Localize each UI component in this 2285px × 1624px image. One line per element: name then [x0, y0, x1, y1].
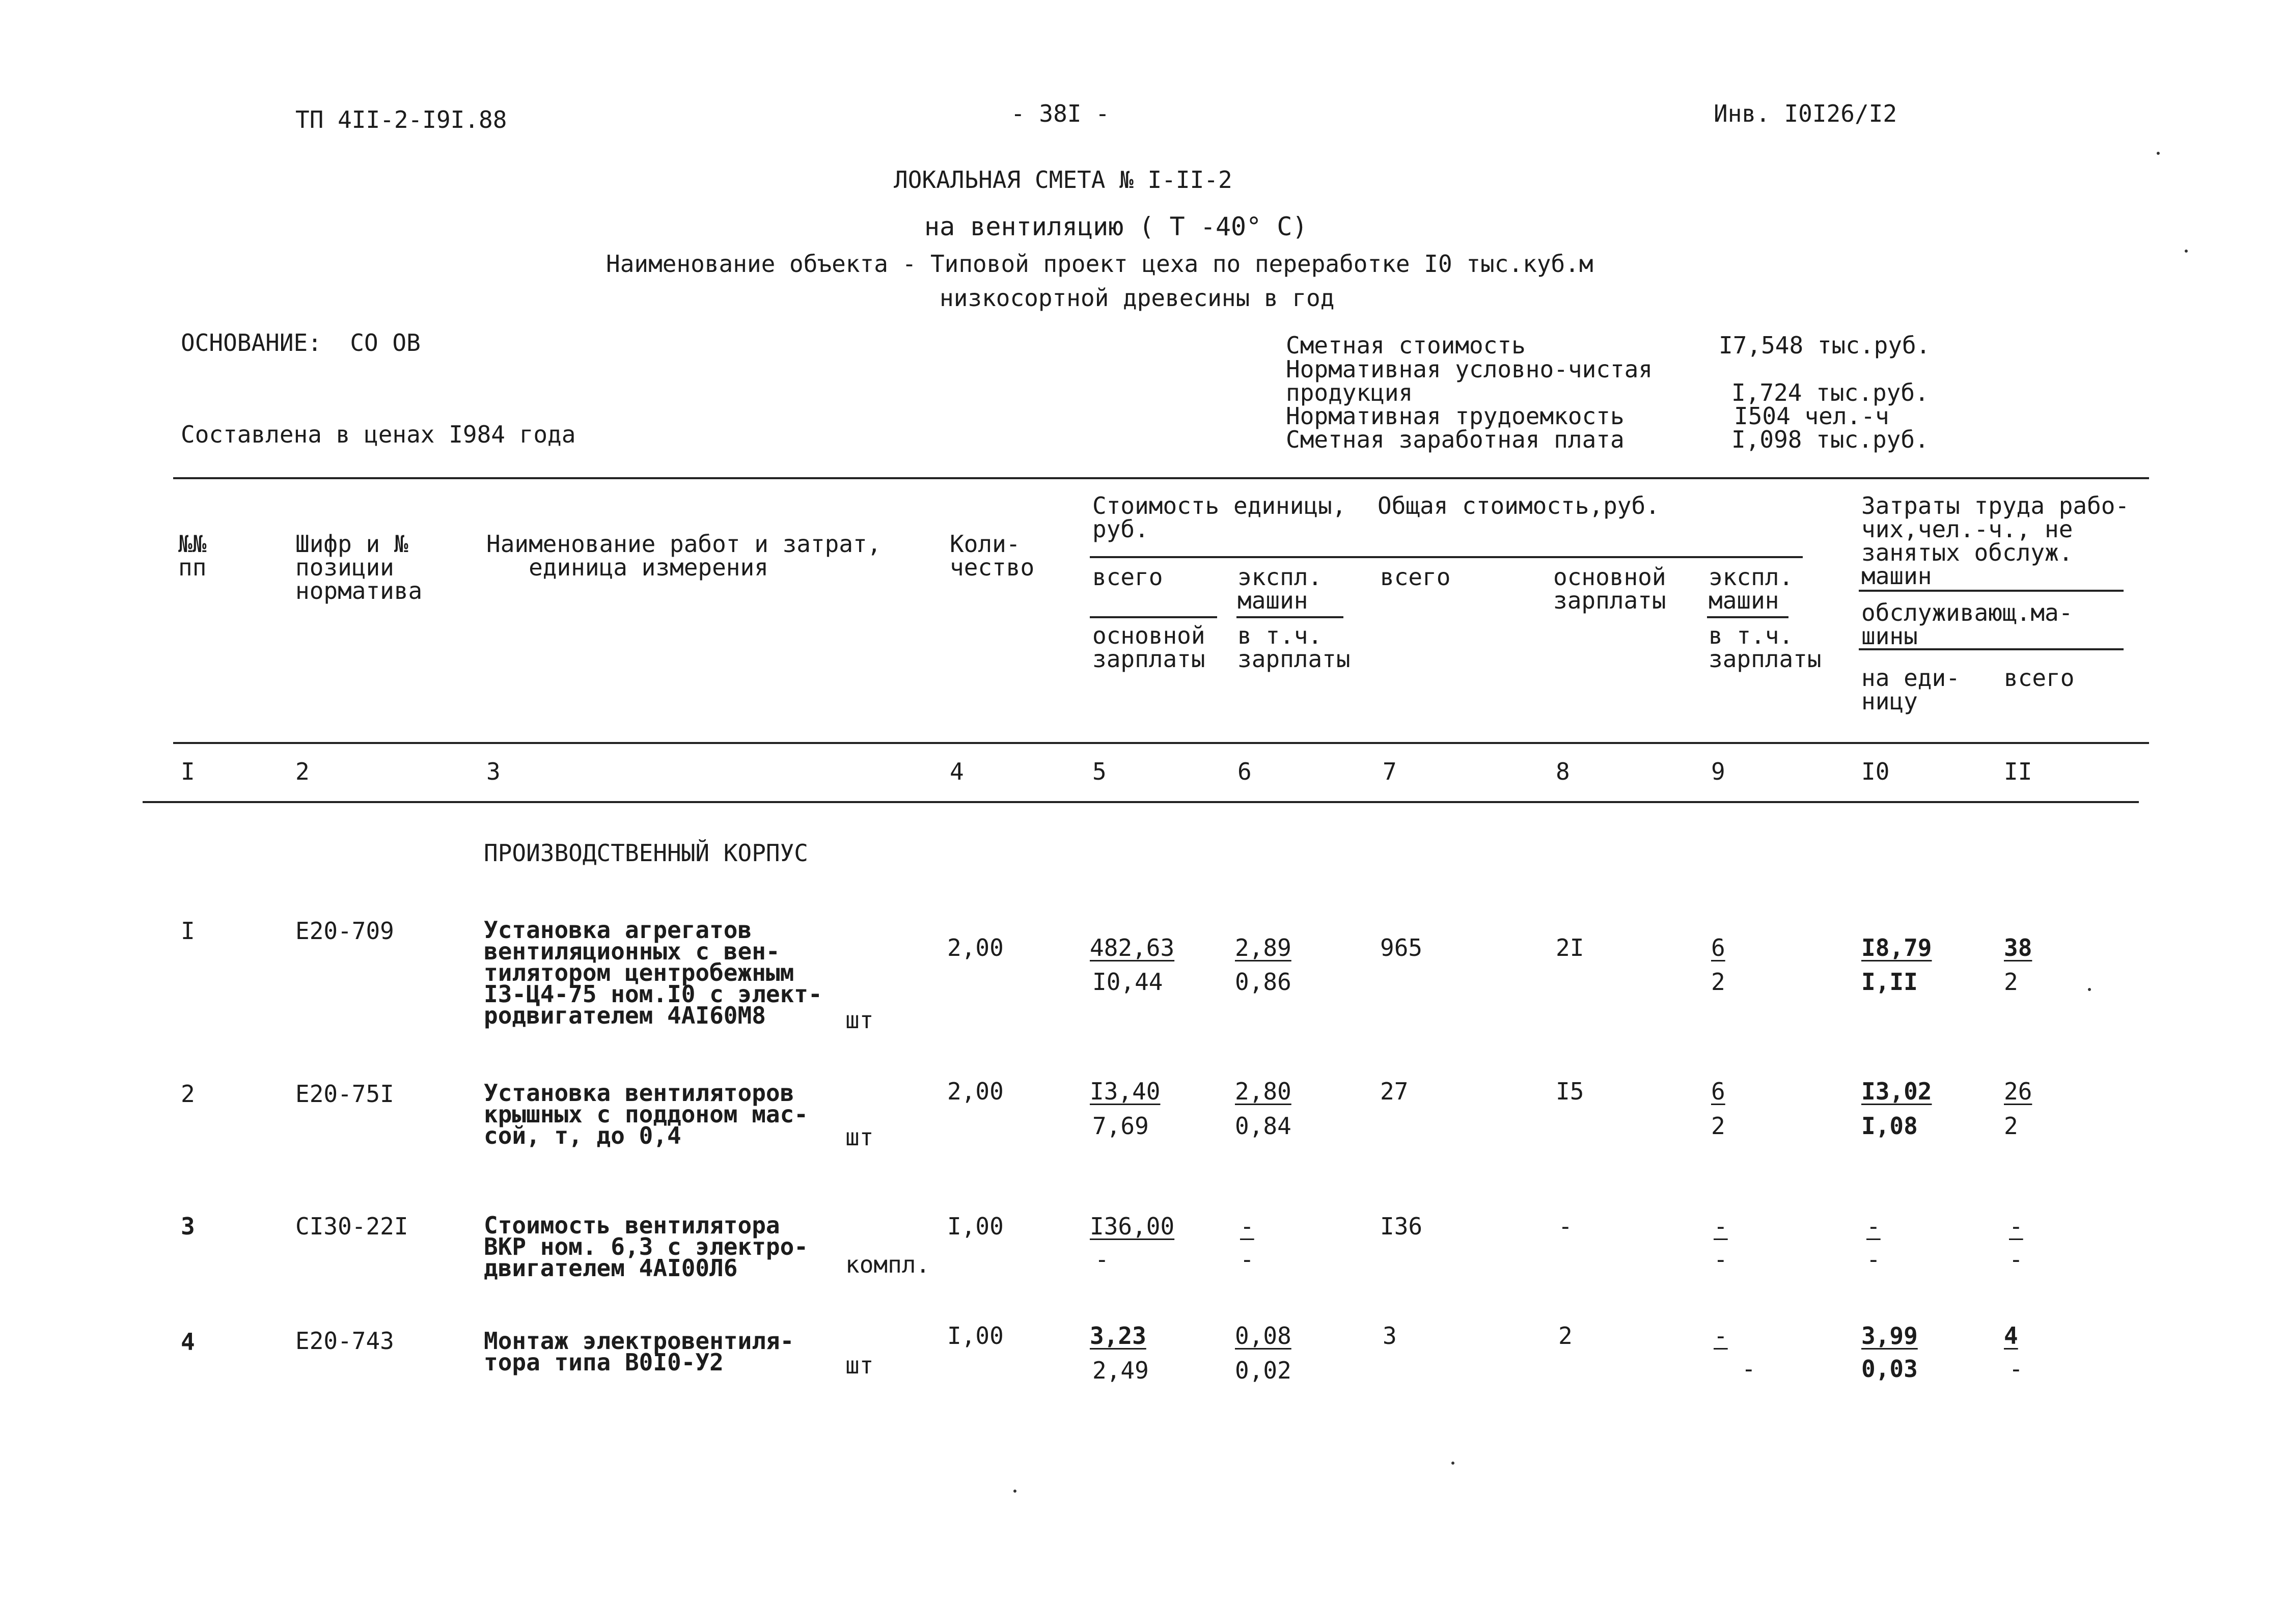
- total-machines-rule: [1707, 616, 1788, 618]
- row-3-number: 3: [181, 1213, 195, 1240]
- row-1-code: Е20-709: [295, 917, 394, 945]
- row-3-unit-total: I36,00: [1090, 1213, 1175, 1240]
- summary-value-net-output: I,724 тыс.руб.: [1731, 379, 1929, 406]
- row-3-total-machines-wage: -: [1714, 1246, 1728, 1273]
- row-4-unit-machines: 0,08: [1235, 1322, 1291, 1350]
- header-labor-service: обслуживающ.ма- шины: [1861, 599, 2073, 650]
- row-3-total: I36: [1380, 1213, 1423, 1240]
- header-code: Шифр и № позиции норматива: [295, 530, 423, 604]
- row-4-code: Е20-743: [295, 1327, 394, 1355]
- row-4-total-machines-wage: -: [1742, 1355, 1756, 1383]
- header-bottom-rule: [173, 742, 2149, 744]
- header-unit-total: всего: [1092, 563, 1163, 591]
- header-total-all: всего: [1380, 563, 1451, 591]
- summary-label-net-output: Нормативная условно-чистая: [1286, 355, 1653, 383]
- row-2-total-machines: 6: [1711, 1078, 1725, 1105]
- row-2-unit: шт: [845, 1123, 874, 1151]
- row-1-unit-machines: 2,89: [1235, 934, 1291, 961]
- row-2-unit-machines: 2,80: [1235, 1078, 1291, 1105]
- column-number-8: 8: [1556, 758, 1570, 785]
- row-4-unit-total: 3,23: [1090, 1322, 1146, 1350]
- row-2-unit-wage: 7,69: [1092, 1112, 1149, 1140]
- row-1-total-machines-wage: 2: [1711, 968, 1725, 996]
- summary-value-labor: I504 чел.-ч: [1734, 402, 1889, 430]
- machines-rule: [1236, 616, 1343, 618]
- row-3-total-wage: -: [1558, 1213, 1573, 1240]
- summary-value-estimated-cost: I7,548 тыс.руб.: [1719, 332, 1931, 359]
- header-unit-machines-wage: в т.ч. зарплаты: [1237, 622, 1351, 673]
- column-number-9: 9: [1711, 758, 1725, 785]
- row-3-labor-per-unit: -: [1866, 1213, 1881, 1240]
- header-total-machines: экспл. машин: [1709, 563, 1794, 614]
- row-1-total-machines: 6: [1711, 934, 1725, 961]
- row-1-labor-per-unit: I8,79: [1861, 934, 1932, 961]
- column-number-7: 7: [1383, 758, 1397, 785]
- scan-speck: [2157, 152, 2160, 155]
- header-total-wage: основной зарплаты: [1553, 563, 1666, 614]
- labor-rule-1: [1859, 590, 2124, 592]
- row-4-unit-machines-wage: 0,02: [1235, 1357, 1291, 1384]
- row-3-labor-total-service: -: [2009, 1246, 2023, 1273]
- scan-speck: [2088, 988, 2091, 991]
- column-number-10: I0: [1861, 758, 1890, 785]
- header-row-number: №№ пп: [178, 530, 207, 581]
- row-2-unit-machines-wage: 0,84: [1235, 1112, 1291, 1140]
- row-3-unit: компл.: [845, 1251, 930, 1278]
- unit-cost-rule: [1090, 556, 1803, 558]
- unit-total-rule: [1090, 616, 1217, 618]
- row-4-unit-wage: 2,49: [1092, 1357, 1149, 1384]
- header-unit-machines: экспл. машин: [1237, 563, 1323, 614]
- row-4-unit: шт: [845, 1352, 874, 1379]
- row-1-labor-per-unit-service: I,II: [1861, 968, 1918, 996]
- header-total-machines-wage: в т.ч. зарплаты: [1709, 622, 1822, 673]
- row-4-name: Монтаж электровентиля- тора типа В0I0-У2: [484, 1327, 794, 1376]
- row-4-total-machines: -: [1714, 1322, 1728, 1350]
- scan-speck: [2185, 250, 2188, 253]
- row-3-name: Стоимость вентилятора ВКР ном. 6,3 с электро- двигателем 4АI00Л6: [484, 1212, 808, 1282]
- header-unit-cost: Стоимость единицы, руб.: [1092, 492, 1346, 543]
- row-3-unit-wage: -: [1095, 1246, 1109, 1273]
- row-4-total-wage: 2: [1558, 1322, 1573, 1350]
- column-number-4: 4: [950, 758, 964, 785]
- document-code: ТП 4II-2-I9I.88: [295, 106, 507, 133]
- row-3-code: СI30-22I: [295, 1213, 408, 1240]
- scan-speck: [1451, 1462, 1454, 1465]
- row-4-quantity: I,00: [947, 1322, 1004, 1350]
- row-2-labor-total: 26: [2004, 1078, 2032, 1105]
- object-name-continued: низкосортной древесины в год: [940, 284, 1335, 312]
- row-3-unit-machines-wage: -: [1240, 1246, 1254, 1273]
- row-3-unit-machines: -: [1240, 1213, 1254, 1240]
- row-1-unit-machines-wage: 0,86: [1235, 968, 1291, 996]
- row-3-labor-per-unit-service: -: [1866, 1246, 1881, 1273]
- row-3-total-machines: -: [1714, 1213, 1728, 1240]
- row-2-labor-per-unit-service: I,08: [1861, 1112, 1918, 1140]
- row-4-number: 4: [181, 1328, 195, 1356]
- header-quantity: Коли- чество: [950, 530, 1035, 581]
- price-basis: Составлена в ценах I984 года: [181, 421, 576, 448]
- header-labor: Затраты труда рабо- чих,чел.-ч., не занятых обслуж. машин: [1861, 492, 2130, 590]
- basis: ОСНОВАНИЕ: СО ОВ: [181, 329, 421, 356]
- header-total-cost: Общая стоимость,руб.: [1378, 492, 1660, 519]
- summary-value-wages: I,098 тыс.руб.: [1731, 426, 1929, 453]
- column-number-11: II: [2004, 758, 2032, 785]
- estimate-subtitle: на вентиляцию ( Т -40° С): [924, 212, 1308, 241]
- row-1-total: 965: [1380, 934, 1423, 961]
- row-2-number: 2: [181, 1080, 195, 1108]
- row-4-total: 3: [1383, 1322, 1397, 1350]
- row-1-labor-total: 38: [2004, 934, 2032, 961]
- summary-label-wages: Сметная заработная плата: [1286, 426, 1625, 453]
- row-1-labor-total-service: 2: [2004, 968, 2018, 996]
- row-1-total-wage: 2I: [1556, 934, 1584, 961]
- row-4-labor-per-unit-service: 0,03: [1861, 1355, 1918, 1383]
- summary-label-labor: Нормативная трудоемкость: [1286, 402, 1625, 430]
- row-2-code: Е20-75I: [295, 1080, 394, 1108]
- row-1-unit: шт: [845, 1006, 874, 1034]
- row-4-labor-per-unit: 3,99: [1861, 1322, 1918, 1350]
- row-1-unit-wage: I0,44: [1092, 968, 1163, 996]
- row-2-name: Установка вентиляторов крышных с поддоном мас- сой, т, до 0,4: [484, 1079, 808, 1149]
- scan-speck: [1013, 1490, 1016, 1493]
- row-2-quantity: 2,00: [947, 1078, 1004, 1105]
- row-4-labor-total: 4: [2004, 1322, 2018, 1350]
- row-2-total-machines-wage: 2: [1711, 1112, 1725, 1140]
- row-2-total-wage: I5: [1556, 1078, 1584, 1105]
- column-number-2: 2: [295, 758, 310, 785]
- header-work-name: Наименование работ и затрат, единица измерения: [486, 530, 882, 581]
- row-1-quantity: 2,00: [947, 934, 1004, 961]
- row-2-unit-total: I3,40: [1090, 1078, 1161, 1105]
- column-number-6: 6: [1237, 758, 1252, 785]
- object-name: Наименование объекта - Типовой проект цеха по переработке I0 тыс.куб.м: [606, 250, 1593, 278]
- summary-label-net-output-2: продукция: [1286, 379, 1413, 406]
- header-labor-per-unit: на еди- ницу: [1861, 664, 1960, 715]
- table-top-rule: [173, 477, 2149, 479]
- row-2-labor-total-service: 2: [2004, 1112, 2018, 1140]
- row-4-labor-total-service: -: [2009, 1355, 2023, 1383]
- row-3-labor-total: -: [2009, 1213, 2023, 1240]
- column-numbers-rule: [143, 801, 2139, 803]
- row-1-name: Установка агрегатов вентиляционных с вен- тилятором центробежным I3-Ц4-75 ном.I0 с элект- родвигателем 4АI60М8: [484, 916, 822, 1029]
- column-number-3: 3: [486, 758, 501, 785]
- section-title: ПРОИЗВОДСТВЕННЫЙ КОРПУС: [484, 839, 808, 867]
- estimate-title: ЛОКАЛЬНАЯ СМЕТА № I-II-2: [894, 166, 1232, 194]
- row-1-unit-total: 482,63: [1090, 934, 1175, 961]
- inventory-number: Инв. I0I26/I2: [1714, 100, 1897, 127]
- summary-label-estimated-cost: Сметная стоимость: [1286, 332, 1526, 359]
- row-1-number: I: [181, 917, 195, 945]
- header-unit-wage: основной зарплаты: [1092, 622, 1205, 673]
- column-number-5: 5: [1092, 758, 1107, 785]
- header-labor-total: всего: [2004, 664, 2075, 692]
- row-2-total: 27: [1380, 1078, 1409, 1105]
- row-3-quantity: I,00: [947, 1213, 1004, 1240]
- page-number: - 38I -: [1011, 100, 1110, 127]
- column-number-1: I: [181, 758, 195, 785]
- row-2-labor-per-unit: I3,02: [1861, 1078, 1932, 1105]
